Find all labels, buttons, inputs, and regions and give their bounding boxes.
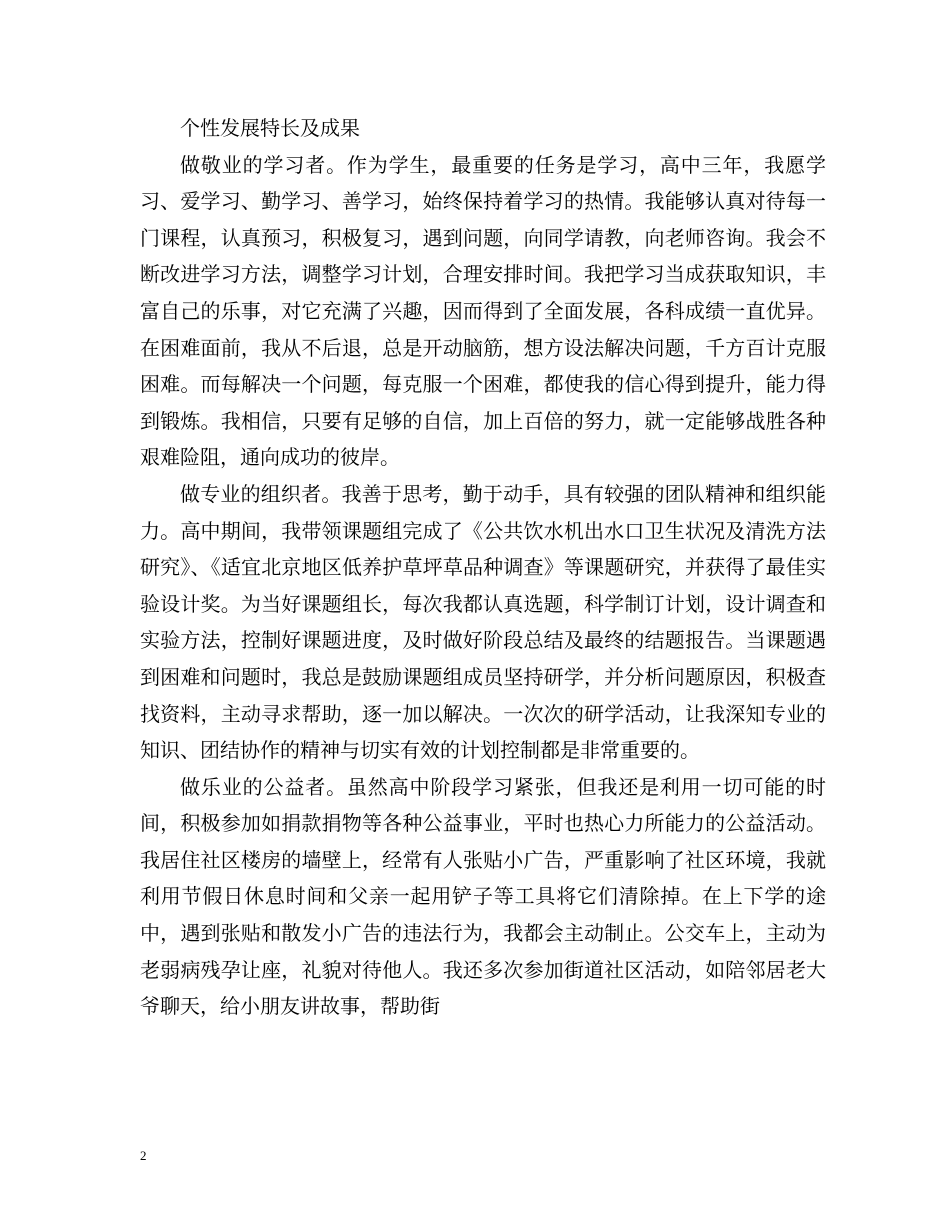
paragraph-learner: 做敬业的学习者。作为学生，最重要的任务是学习，高中三年，我愿学习、爱学习、勤学习、善学习，始终保持着学习的热情。我能够认真对待每一门课程，认真预习，积极复习，遇到问题，向同学请教，向老师咨询。我会不断改进学习方法，调整学习计划，合理安排时间。我把学习当成获取知识，丰富自己的乐事，对它充满了兴趣，因而得到了全面发展，各科成绩一直优异。在困难面前，我从不后退，总是开动脑筋，想方设法解决问题，千方百计克服困难。而每解决一个问题，每克服一个困难，都使我的信心得到提升，能力得到锻炼。我相信，只要有足够的自信，加上百倍的努力，就一定能够战胜各种艰难险阻，通向成功的彼岸。 (140, 152, 826, 470)
paragraph-organizer: 做专业的组织者。我善于思考，勤于动手，具有较强的团队精神和组织能力。高中期间，我带领课题组完成了《公共饮水机出水口卫生状况及清洗方法研究》、《适宜北京地区低养护草坪草品种调查》等课题研究，并获得了最佳实验设计奖。为当好课题组长，每次我都认真选题，科学制订计划，设计调查和实验方法，控制好课题进度，及时做好阶段总结及最终的结题报告。当课题遇到困难和问题时，我总是鼓励课题组成员坚持研学，并分析问题原因，积极查找资料，主动寻求帮助，逐一加以解决。一次次的研学活动，让我深知专业的知识、团结协作的精神与切实有效的计划控制都是非常重要的。 (140, 481, 826, 763)
paragraph-volunteer: 做乐业的公益者。虽然高中阶段学习紧张，但我还是利用一切可能的时间，积极参加如捐款捐物等各种公益事业，平时也热心力所能力的公益活动。我居住社区楼房的墙壁上，经常有人张贴小广告，严重影响了社区环境，我就利用节假日休息时间和父亲一起用铲子等工具将它们清除掉。在上下学的途中，遇到张贴和散发小广告的违法行为，我都会主动制止。公交车上，主动为老弱病残孕让座，礼貌对待他人。我还多次参加街道社区活动，如陪邻居老大爷聊天，给小朋友讲故事，帮助街 (140, 774, 826, 1019)
document-body (140, 110, 826, 1025)
page-number: 2 (140, 1148, 147, 1163)
section-heading: 个性发展特长及成果 (180, 116, 360, 140)
